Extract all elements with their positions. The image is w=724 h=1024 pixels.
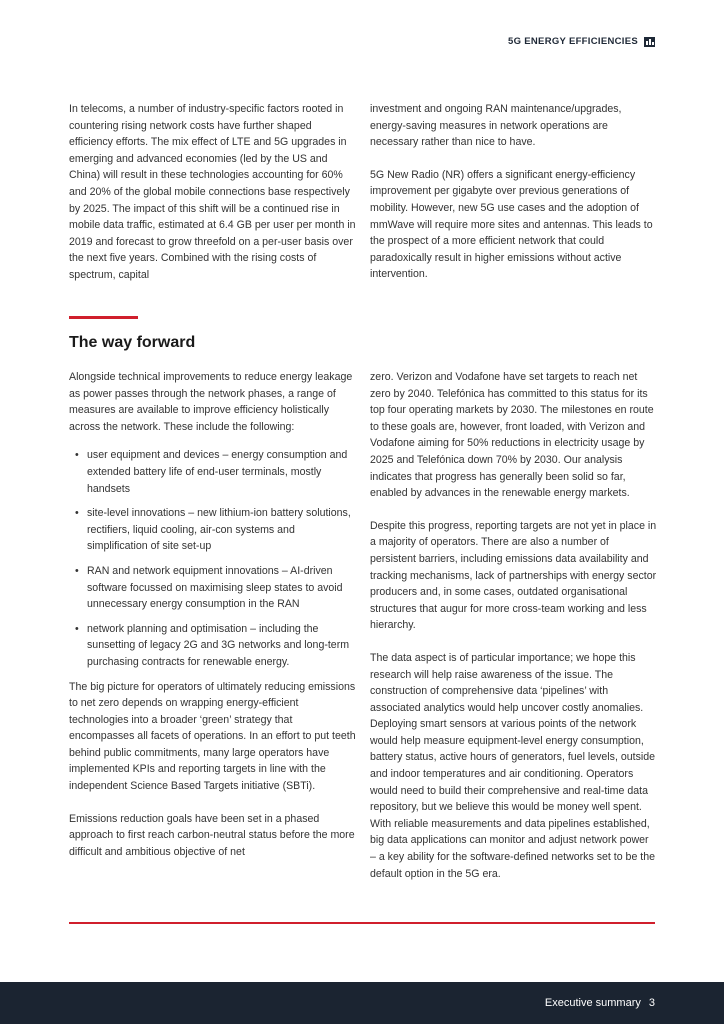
building-logo-icon: [644, 37, 655, 47]
body-paragraph: zero. Verizon and Vodafone have set targets to reach net zero by 2040. Telefónica has committed to this status for its top four operating markets by 2030. The milestones en route to these goals are, however, front loaded, with Verizon and Vodafone aiming for 50% reductions in electricity usage by 2025 and Telefónica down 70% by 2030. Our analysis indicates that progress has generally been solid so far, enabled by advances in the renewable energy markets.: [370, 371, 654, 500]
intro-right-column: [370, 101, 657, 283]
measures-list: [69, 447, 356, 670]
list-item: • RAN and network equipment innovations – AI-driven software focussed on maximising sleep states to avoid unnecessary energy consumption in the RAN: [69, 563, 356, 613]
list-item: • network planning and optimisation – including the sunsetting of legacy 2G and 3G networks and long-term purchasing contracts for renewable energy.: [69, 621, 356, 671]
intro-paragraph: In telecoms, a number of industry-specific factors rooted in countering rising network costs have further shaped efficiency efforts. The mix effect of LTE and 5G upgrades in emerging and advanced economies (led by the US and China) will result in these technologies accounting for 60% and 20% of the global mobile connections base respectively by 2025. The impact of this shift will be a continued rise in mobile data traffic, estimated at 6.4 GB per user per month in 2019 and forecast to grow threefold on a per-user basis over the next five years. Combined with the rising costs of spectrum, capital: [69, 103, 356, 281]
running-header-title: 5G ENERGY EFFICIENCIES: [508, 36, 638, 47]
bottom-divider: [69, 922, 655, 924]
footer-text: [545, 997, 655, 1009]
page-number: 3: [648, 997, 655, 1009]
page-header: [508, 36, 655, 47]
section-left-column: [69, 369, 356, 860]
section-heading: The way forward: [69, 334, 196, 351]
body-paragraph: The big picture for operators of ultimately reducing emissions to net zero depends on wrapping energy-efficient technologies into a broader ‘green’ strategy that encompasses all facets of operations. In an effort to put teeth behind public commitments, many large operators have implemented KPIs and reporting targets in line with the independent Science Based Targets initiative (SBTi).: [69, 680, 356, 793]
footer-section-label: Executive summary: [544, 997, 641, 1009]
intro-paragraph: investment and ongoing RAN maintenance/upgrades, energy-saving measures in network operations are necessary rather than nice to have.: [370, 103, 622, 149]
body-paragraph: The data aspect is of particular importance; we hope this research will help raise awareness of the issue. The construction of comprehensive data ‘pipelines’ with associated analytics would help uncover costly anomalies. Deploying smart sensors at various points of the network would help measure equipment-level energy consumption, battery status, active hours of generators, fuel levels, outside and indoor temperatures and air conditioning. Operators would need to build their comprehensive and real-time data repository, but we believe this would be money well spent. With reliable measurements and data pipelines established, big data applications can monitor and adjust network power – a key ability for the software-defined networks set to be the default option in the 5G era.: [370, 651, 656, 880]
intro-left-column: [69, 101, 356, 284]
intro-paragraph: 5G New Radio (NR) offers a significant energy-efficiency improvement per gigabyte over previous generations of mobility. However, new 5G use cases and the adoption of mmWave will require more sites and antennas. This leads to the prospect of a more efficient network that could paradoxically result in higher emissions without active intervention.: [370, 168, 653, 281]
section-intro-paragraph: Alongside technical improvements to reduce energy leakage as power passes through the network phases, a range of measures are available to improve efficiency holistically across the network. These include the following:: [69, 371, 353, 433]
body-paragraph: Despite this progress, reporting targets are not yet in place in a majority of operators. There are also a number of persistent barriers, including emissions data availability and tracking mechanisms, lack of partnerships with energy sector producers and, in some cases, outdated organisational structures that augur for more cross-team working and less hierarchy.: [370, 519, 657, 632]
page-footer: [0, 982, 724, 1024]
body-paragraph: Emissions reduction goals have been set in a phased approach to first reach carbon-neutral status before the more difficult and ambitious objective of net: [69, 812, 355, 858]
section-accent-rule: [69, 316, 138, 319]
list-item: • user equipment and devices – energy consumption and extended battery life of end-user terminals, mostly handsets: [69, 447, 356, 497]
list-item: • site-level innovations – new lithium-ion battery solutions, rectifiers, liquid cooling, air-con systems and simplification of site set-up: [69, 505, 356, 555]
section-right-column: [370, 369, 657, 882]
